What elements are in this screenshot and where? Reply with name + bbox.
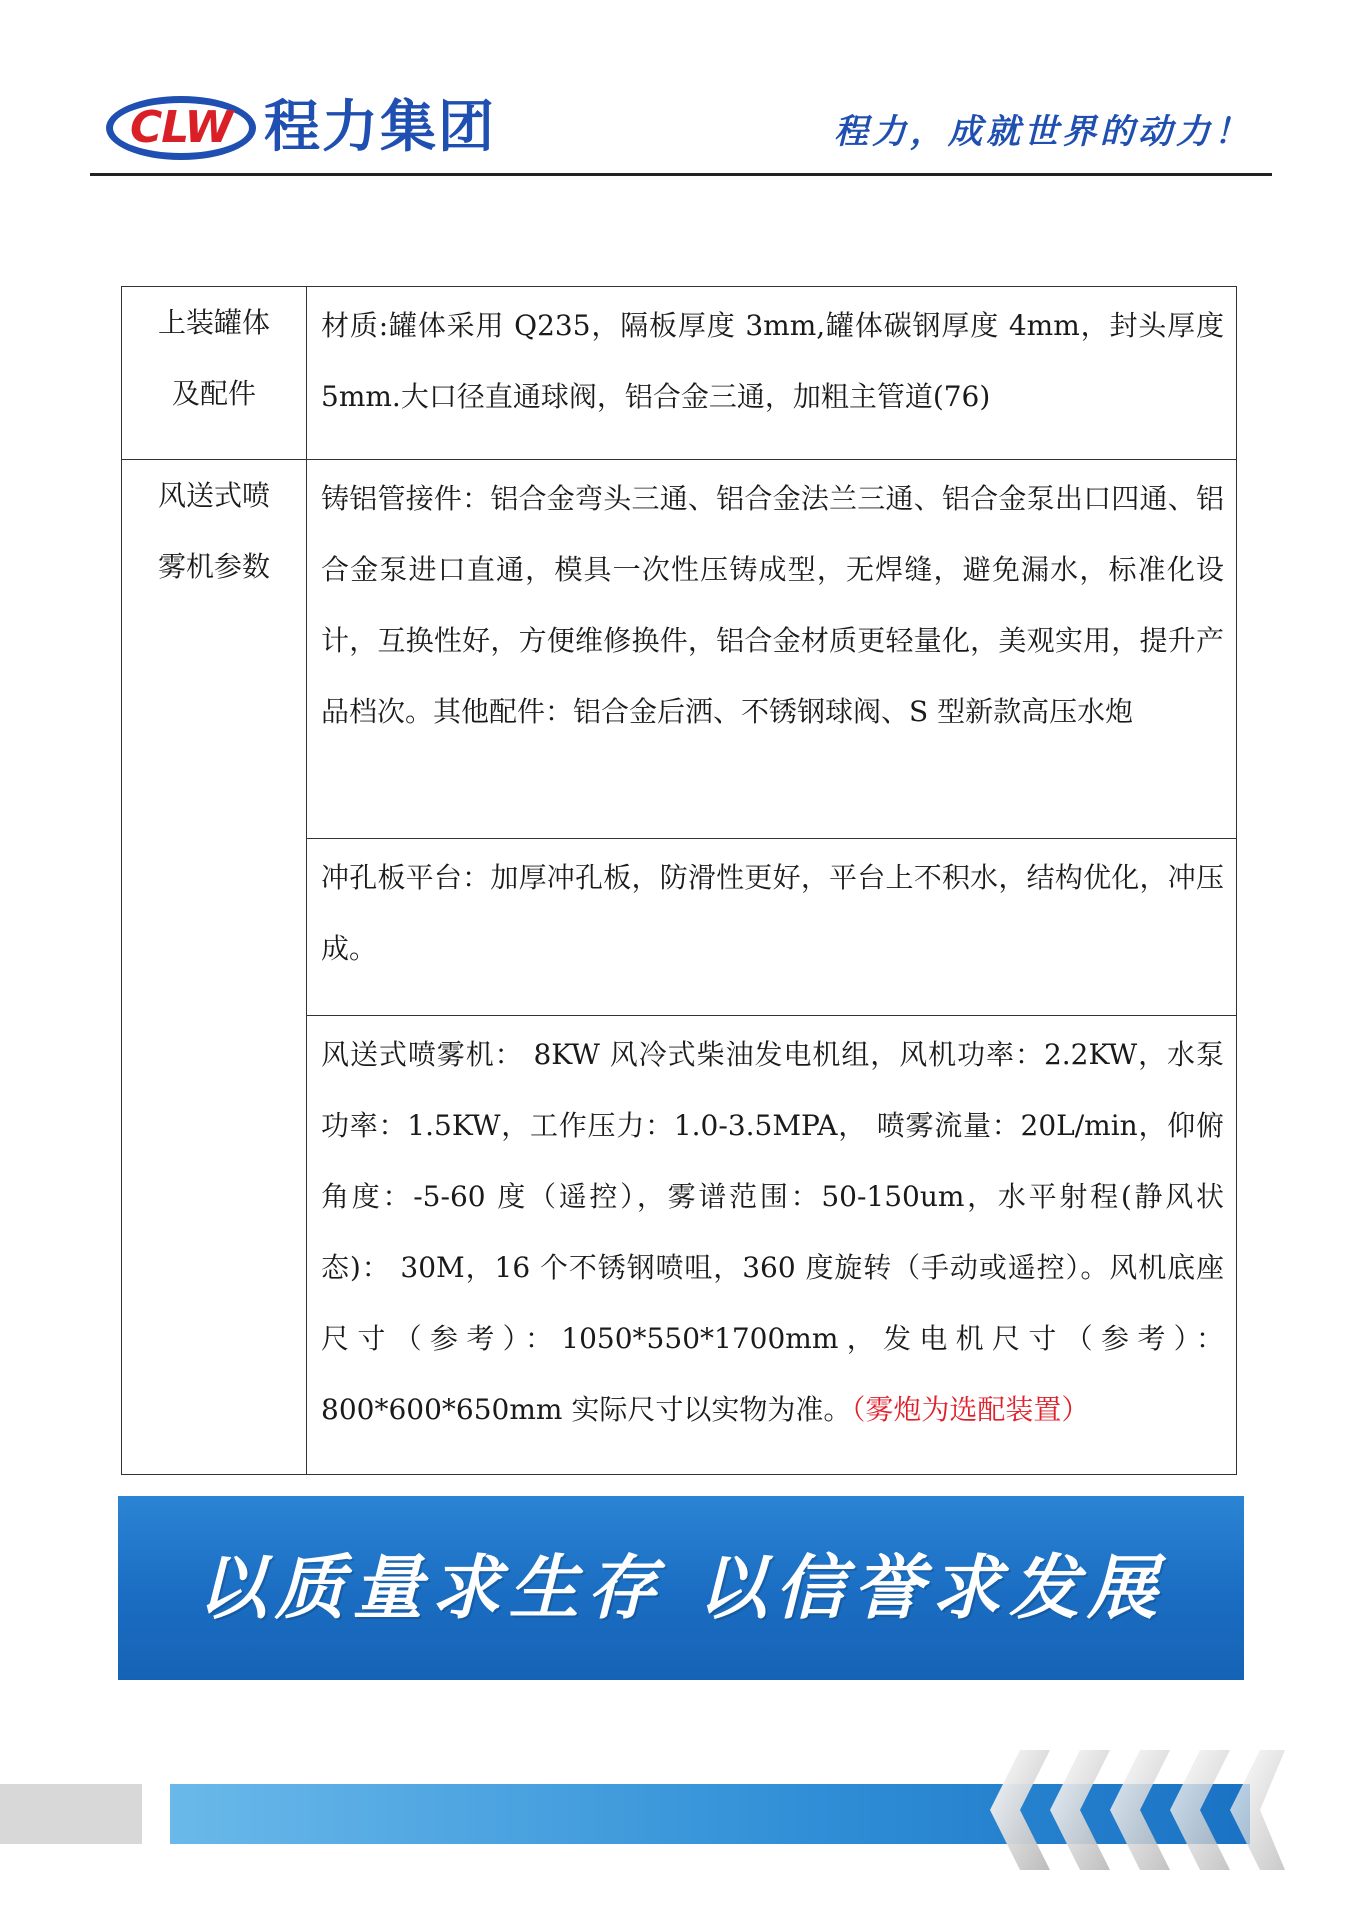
- spec-text: 风送式喷雾机： 8KW 风冷式柴油发电机组，风机功率：2.2KW，水泵功率：1.5KW，工作压力：1.0-3.5MPA， 喷雾流量：20L/min，仰俯角度：-5-60 度（遥控），雾谱范围：50-150um，水平射程(静风状态)： 30M，16 个不锈钢喷咀，360 度旋转（手动或遥控）。风机底座尺寸（参考）：1050*550*1700mm，发电机尺寸（参考）：800*600*650mm 实际尺寸以实物为准。: [321, 1038, 1224, 1426]
- optional-note: （雾炮为选配装置）: [851, 1393, 1090, 1426]
- row-label-line: 雾机参数: [157, 550, 270, 583]
- row-value: 冲孔板平台：加厚冲孔板，防滑性更好，平台上不积水，结构优化，冲压成。: [307, 839, 1237, 1016]
- table-row: [122, 460, 1237, 839]
- row-label-line: 上装罐体: [157, 306, 270, 339]
- row-label-line: 及配件: [171, 377, 256, 410]
- logo-name: 程力集团: [264, 95, 496, 160]
- table-row: [122, 287, 1237, 460]
- row-value: [307, 1016, 1237, 1475]
- row-value: 材质:罐体采用 Q235，隔板厚度 3mm,罐体碳钢厚度 4mm，封头厚度 5mm.大口径直通球阀，铝合金三通，加粗主管道(76): [307, 287, 1237, 460]
- header-divider: [90, 173, 1272, 176]
- row-value: 铸铝管接件：铝合金弯头三通、铝合金法兰三通、铝合金泵出口四通、铝合金泵进口直通，模具一次性压铸成型，无焊缝，避免漏水，标准化设计，互换性好，方便维修换件，铝合金材质更轻量化，美观实用，提升产品档次。其他配件：铝合金后洒、不锈钢球阀、S 型新款高压水炮: [307, 460, 1237, 839]
- row-label: [122, 460, 307, 1475]
- row-label-line: 风送式喷: [157, 479, 270, 512]
- header-slogan: 程力，成就世界的动力！: [834, 112, 1252, 152]
- logo-mark: CLW: [129, 102, 233, 153]
- spec-table: [121, 286, 1237, 1475]
- motto-text: 以质量求生存 以信誉求发展: [196, 1546, 1166, 1629]
- row-label: [122, 287, 307, 460]
- footer-chevrons-icon: [990, 1740, 1290, 1880]
- motto-banner: [118, 1496, 1244, 1680]
- footer-grey-bar: [0, 1784, 142, 1844]
